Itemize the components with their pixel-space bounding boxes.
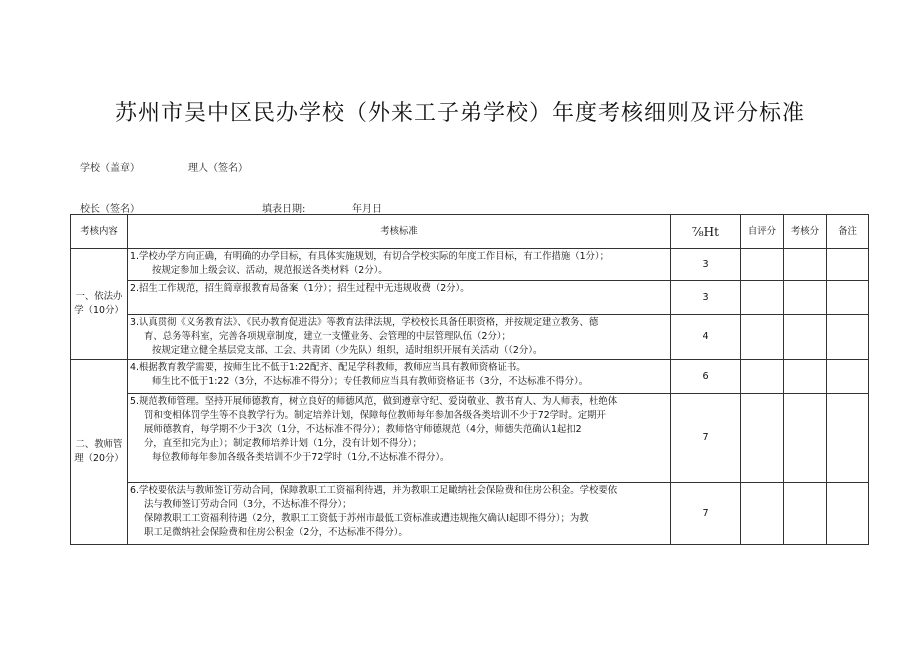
score-cell: 6 [671, 360, 741, 394]
fill-date-label: 填表日期: [262, 204, 306, 215]
self-score-cell[interactable] [741, 281, 784, 315]
self-score-cell[interactable] [741, 483, 784, 545]
standard-line: 1.学校办学方向正确，有明确的办学目标，有具体实施规划，有切合学校实际的年度工作目标，有工作措施（1分）； [130, 251, 609, 262]
header-note: 备注 [827, 215, 869, 249]
note-cell[interactable] [827, 249, 869, 281]
note-cell[interactable] [827, 360, 869, 394]
principal-signature-label: 校长（签名） [80, 204, 140, 215]
standard-line: 保障教职工工资福利待遇（2分，教职工工资低于苏州市最低工资标准或遭违规拖欠确认I起即不得分）；为教 [144, 513, 589, 524]
fill-date-value: 年月日 [352, 204, 382, 215]
standard-line: 分，直至扣完为止）；制定教师培养计划（1分，没有计划不得分）； [144, 438, 422, 449]
standard-cell [128, 281, 671, 315]
standard-cell [128, 394, 671, 483]
standard-line: 5.规范教师管理。坚持开展师德教育，树立良好的师德风范，做到遵章守纪、爱岗敬业、教书育人、为人师表，杜绝体 [130, 396, 618, 407]
table-header-row [71, 215, 869, 249]
table-row [71, 483, 869, 545]
category-cell: 一、依法办学（10分） [71, 249, 128, 360]
assessment-table [70, 214, 869, 545]
assess-score-cell[interactable] [784, 281, 827, 315]
standard-cell [128, 249, 671, 281]
category-cell: 二、教师管理（20分） [71, 360, 128, 545]
table-row [71, 315, 869, 360]
standard-line: 按规定建立健全基层党支部、工会、共青团（少先队）组织，适时组织开展有关活动（（2分）。 [152, 345, 543, 356]
page-title: 苏州市吴中区民办学校（外来工子弟学校）年度考核细则及评分标准 [114, 101, 805, 126]
table-row [71, 281, 869, 315]
self-score-cell[interactable] [741, 394, 784, 483]
standard-cell [128, 360, 671, 394]
standard-line: 4.根据教育教学需要，按师生比不低于1:22配齐、配足学科教师，教师应当具有教师资格证书。 [130, 362, 526, 373]
assess-score-cell[interactable] [784, 483, 827, 545]
table-row [71, 360, 869, 394]
score-cell: 3 [671, 281, 741, 315]
standard-line: 2.招生工作规范，招生简章报教育局备案（1分）；招生过程中无违规收费（2分）。 [130, 283, 470, 294]
score-cell: 3 [671, 249, 741, 281]
note-cell[interactable] [827, 394, 869, 483]
note-cell[interactable] [827, 281, 869, 315]
header-score: ⅞Ht [671, 215, 741, 249]
standard-line: 罚和变相体罚学生等不良教学行为。制定培养计划，保障每位教师每年参加各级各类培训不少于72学时。定期开 [144, 410, 606, 421]
standard-line: 6.学校要依法与教师签订劳动合同，保障教职工工资福利待遇，并为教职工足瞰纳社会保险费和住房公积金。学校要依 [130, 485, 618, 496]
note-cell[interactable] [827, 315, 869, 360]
standard-line: 展师德教育，每学期不少于3次（1分，不达标准不得分）；教师恪守师德规范（4分，师德失范确认1起扣2 [144, 424, 582, 435]
standard-line: 按规定参加上级会议、活动，规范报送各类材料（2分）。 [152, 265, 388, 276]
standard-cell [128, 315, 671, 360]
table-row [71, 249, 869, 281]
assess-score-cell[interactable] [784, 249, 827, 281]
self-score-cell[interactable] [741, 249, 784, 281]
standard-cell [128, 483, 671, 545]
score-cell: 7 [671, 394, 741, 483]
note-cell[interactable] [827, 483, 869, 545]
score-cell: 4 [671, 315, 741, 360]
standard-line: 3.认真贯彻《义务教育法》、《民办教育促进法》等教育法律法规，学校校长具备任职资格，并按规定建立教务、德 [130, 317, 599, 328]
assess-score-cell[interactable] [784, 360, 827, 394]
assess-score-cell[interactable] [784, 315, 827, 360]
assess-score-cell[interactable] [784, 394, 827, 483]
manager-signature-label: 理人（签名） [188, 163, 248, 174]
header-assess-score: 考核分 [784, 215, 827, 249]
header-self-score: 自评分 [741, 215, 784, 249]
standard-line: 师生比不低于1:22（3分，不达标准不得分）；专任教师应当具有教师资格证书（3分，不达标准不得分）。 [152, 376, 589, 387]
self-score-cell[interactable] [741, 360, 784, 394]
header-category: 考核内容 [71, 215, 128, 249]
standard-line: 职工足微纳社会保险费和住房公积金（2分，不达标准不得分）。 [144, 527, 408, 538]
standard-line: 育、总务等科室，完善各项规章制度，建立一支懂业务、会管理的中层管理队伍（2分）； [144, 331, 511, 342]
standard-line: 每位教师每年参加各级各类培训不少于72学时（1分,不达标准不得分）。 [152, 452, 450, 463]
self-score-cell[interactable] [741, 315, 784, 360]
standard-line: 法与教师签订劳动合同（3分，不达标准不得分）； [144, 499, 352, 510]
table-row [71, 394, 869, 483]
score-cell: 7 [671, 483, 741, 545]
school-seal-label: 学校（盖章） [80, 163, 140, 174]
header-standard: 考核标准 [128, 215, 671, 249]
